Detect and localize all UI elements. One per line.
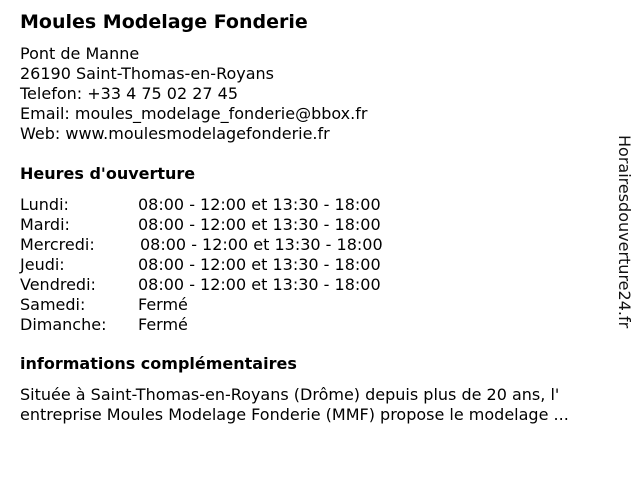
time-value: 08:00 - 12:00 et 13:30 - 18:00 [138, 195, 381, 214]
time-value: Fermé [138, 315, 188, 334]
time-value: 08:00 - 12:00 et 13:30 - 18:00 [138, 255, 381, 274]
email-address: Email: moules_modelage_fonderie@bbox.fr [20, 104, 368, 123]
time-value: 08:00 - 12:00 et 13:30 - 18:00 [140, 235, 383, 254]
site-brand-vertical: Horairesdouverture24.fr [615, 135, 634, 329]
hours-row-monday [20, 195, 383, 215]
day-label: Samedi: [20, 295, 86, 314]
day-label: Lundi: [20, 195, 69, 214]
hours-row-wednesday [20, 235, 383, 255]
street-address: Pont de Manne [20, 44, 140, 63]
time-value: Fermé [138, 295, 188, 314]
contact-block [20, 44, 367, 144]
hours-row-sunday [20, 315, 383, 335]
description-line: entreprise Moules Modelage Fonderie (MMF) propose le modelage ... [20, 405, 569, 424]
day-label: Mardi: [20, 215, 70, 234]
business-name: Moules Modelage Fonderie [20, 11, 308, 33]
hours-row-friday [20, 275, 383, 295]
additional-info-heading: informations complémentaires [20, 354, 297, 373]
opening-hours-table [20, 195, 383, 335]
hours-row-saturday [20, 295, 383, 315]
website-address: Web: www.moulesmodelagefonderie.fr [20, 124, 330, 143]
day-label: Mercredi: [20, 235, 95, 254]
city-postal: 26190 Saint-Thomas-en-Royans [20, 64, 275, 83]
opening-hours-heading: Heures d'ouverture [20, 164, 196, 183]
business-description [20, 385, 620, 425]
time-value: 08:00 - 12:00 et 13:30 - 18:00 [138, 275, 381, 294]
hours-row-thursday [20, 255, 383, 275]
day-label: Jeudi: [20, 255, 65, 274]
day-label: Vendredi: [20, 275, 96, 294]
hours-row-tuesday [20, 215, 383, 235]
time-value: 08:00 - 12:00 et 13:30 - 18:00 [138, 215, 381, 234]
description-line: Située à Saint-Thomas-en-Royans (Drôme) depuis plus de 20 ans, l' [20, 385, 560, 404]
phone-number: Telefon: +33 4 75 02 27 45 [20, 84, 239, 103]
day-label: Dimanche: [20, 315, 107, 334]
